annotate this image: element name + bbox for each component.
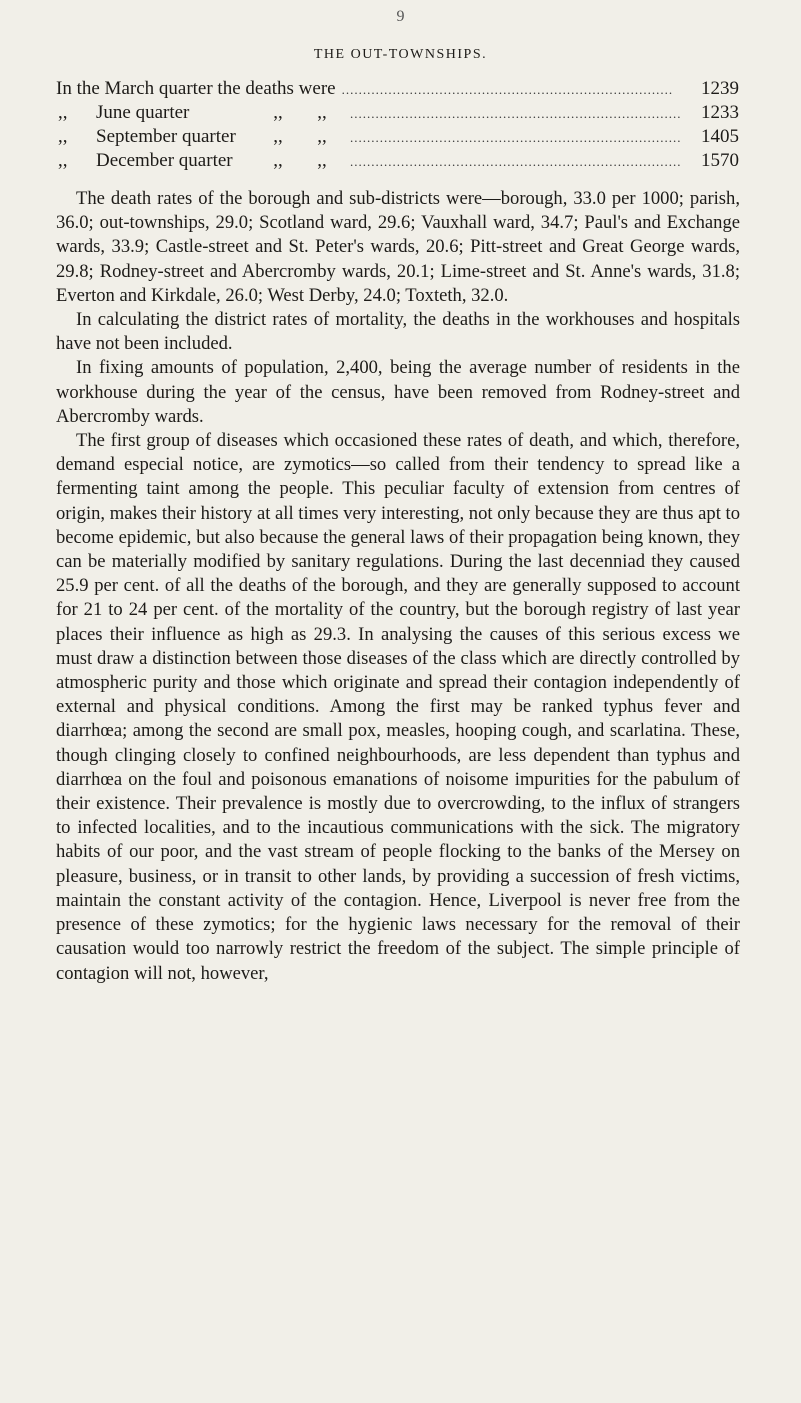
quarter-label: June quarter bbox=[96, 102, 190, 123]
quarter-deaths: 1570 bbox=[701, 150, 739, 171]
quarter-deaths: 1405 bbox=[701, 126, 739, 147]
quarter-row bbox=[56, 77, 739, 101]
paragraph-workhouses: In calculating the district rates of mortality, the deaths in the workhouses and hospitals have not been included. bbox=[56, 309, 740, 355]
quarter-intro: In the bbox=[56, 78, 100, 99]
dot-leader: .............................................................................. bbox=[350, 154, 682, 169]
ditto-mark: ,, bbox=[273, 150, 283, 171]
dot-leader: .............................................................................. bbox=[341, 82, 674, 97]
quarter-row bbox=[56, 101, 739, 125]
quarter-label: September quarter bbox=[96, 126, 236, 147]
ditto-mark: ,, bbox=[317, 102, 327, 123]
ditto-mark: ,, bbox=[273, 102, 283, 123]
quarter-label: March quarter the deaths were bbox=[104, 78, 336, 99]
ditto-mark: ,, bbox=[58, 102, 68, 123]
body-text bbox=[56, 187, 740, 986]
dot-leader: .............................................................................. bbox=[350, 106, 682, 121]
ditto-mark: ,, bbox=[317, 126, 327, 147]
page-number: 9 bbox=[396, 8, 405, 25]
paragraph-population: In fixing amounts of population, 2,400, being the average number of residents in the workhouse during the year of the census, have been removed from Rodney-street and Abercromby wards. bbox=[56, 357, 740, 427]
ditto-mark: ,, bbox=[58, 150, 68, 171]
ditto-mark: ,, bbox=[317, 150, 327, 171]
ditto-mark: ,, bbox=[58, 126, 68, 147]
quarter-deaths: 1233 bbox=[701, 102, 739, 123]
quarter-deaths: 1239 bbox=[701, 78, 739, 99]
quarterly-deaths-list bbox=[56, 77, 739, 173]
quarter-label: December quarter bbox=[96, 150, 233, 171]
quarter-row bbox=[56, 125, 739, 149]
paragraph-death-rates: The death rates of the borough and sub-districts were—borough, 33.0 per 1000; parish, 36.0; out-townships, 29.0; Scotland ward, 29.6; Vauxhall ward, 34.7; Paul's and Exchange wards, 33.9; Castle-street and St. Peter's wards, 20.6; Pitt-street and Great George wards, 29.8; Rodney-street and Abercromby wards, 20.1; Lime-street and St. Anne's wards, 31.8; Everton and Kirkdale, 26.0; West Derby, 24.0; Toxteth, 32.0. bbox=[56, 188, 740, 306]
paragraph-zymotics: The first group of diseases which occasioned these rates of death, and which, therefore, demand especial notice, are zymotics—so called from their tendency to spread like a fermenting taint among the people. This peculiar faculty of extension from centres of origin, makes their history at all times very interesting, not only because they are thus apt to become epidemic, but also because the general laws of their propagation being known, they can be materially modified by sanitary regulations. During the last decenniad they caused 25.9 per cent. of all the deaths of the borough, and they are generally supposed to account for 21 to 24 per cent. of the mortality of the country, but the borough registry of last year places their influence as high as 29.3. In analysing the causes of this serious excess we must draw a distinction between those diseases of the class which are directly controlled by atmospheric purity and those which originate and spread their contagion independently of external and physical conditions. Among the first may be ranked typhus fever and diarrhœa; among the second are small pox, measles, hooping cough, and scarlatina. These, though clinging closely to confined neighbourhoods, are less dependent than typhus and diarrhœa on the foul and poisonous emanations of noisome impurities for the pabulum of their existence. Their prevalence is mostly due to overcrowding, to the influx of strangers to infected localities, and to the incautious communications with the sick. The migratory habits of our poor, and the vast stream of people flocking to the banks of the Mersey on pleasure, business, or in transit to other lands, by providing a succession of fresh victims, maintain the constant activity of the contagion. Hence, Liverpool is never free from the presence of these zymotics; for the hygienic laws necessary for the removal of their causation would too narrowly restrict the freedom of the subject. The simple principle of contagion will not, however, bbox=[56, 430, 740, 984]
ditto-mark: ,, bbox=[273, 126, 283, 147]
dot-leader: .............................................................................. bbox=[350, 130, 682, 145]
quarter-row bbox=[56, 149, 739, 173]
running-head: THE OUT-TOWNSHIPS. bbox=[313, 47, 488, 62]
